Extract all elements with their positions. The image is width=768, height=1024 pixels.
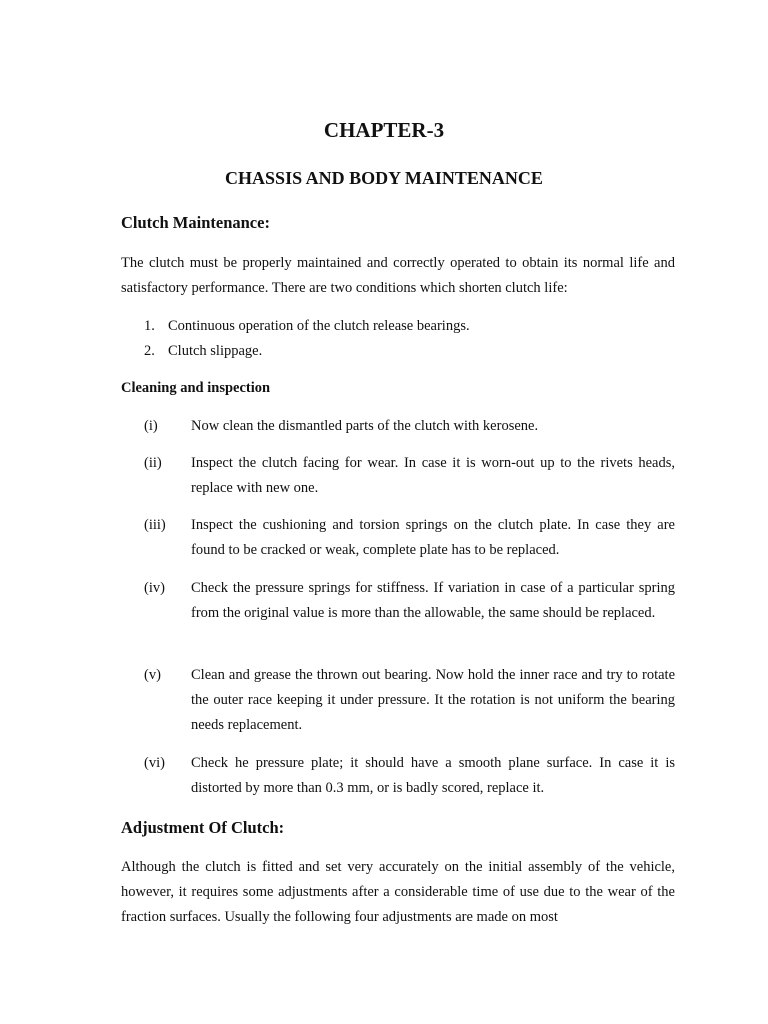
adjustment-paragraph: Although the clutch is fitted and set very accurately on the initial assembly of the vehicle, however, it requires some adjustments after a considerable time of use due to the wear of the fraction surfaces. Usually the following four adjustments are made on most [121, 859, 675, 925]
item-text: Check the pressure springs for stiffness. If variation in case of a particular spring from the original value is more than the allowable, the same should be replaced. [191, 580, 675, 621]
condition-item [144, 314, 470, 339]
item-marker: (i) [144, 418, 158, 434]
item-marker: (v) [144, 667, 161, 683]
condition-text: Clutch slippage. [168, 343, 263, 359]
item-marker: (iii) [144, 517, 166, 533]
condition-item [144, 339, 262, 364]
item-text: Clean and grease the thrown out bearing. Now hold the inner race and try to rotate the outer race keeping it under pressure. It the rotation is not uniform the bearing needs replacement. [191, 667, 675, 733]
adjustment-heading: Adjustment Of Clutch: [121, 818, 285, 837]
inspection-item [144, 451, 675, 501]
item-text: Now clean the dismantled parts of the clutch with kerosene. [191, 418, 539, 434]
chapter-title: CHAPTER-3 [323, 118, 445, 142]
item-marker: (vi) [144, 755, 165, 771]
chapter-subtitle: CHASSIS AND BODY MAINTENANCE [225, 168, 543, 188]
clutch-maintenance-intro: The clutch must be properly maintained and correctly operated to obtain its normal life and satisfactory performance. There are two conditions which shorten clutch life: [121, 255, 675, 296]
condition-number: 1. [144, 318, 155, 334]
inspection-item [144, 576, 675, 626]
item-text: Inspect the cushioning and torsion springs on the clutch plate. In case they are found to be cracked or weak, complete plate has to be replaced. [191, 517, 675, 558]
condition-text: Continuous operation of the clutch release bearings. [168, 318, 470, 334]
condition-number: 2. [144, 343, 155, 359]
cleaning-inspection-heading: Cleaning and inspection [121, 380, 271, 396]
item-text: Check he pressure plate; it should have a smooth plane surface. In case it is distorted by more than 0.3 mm, or is badly scored, replace it. [191, 755, 675, 796]
inspection-item [144, 751, 675, 801]
inspection-item [144, 663, 675, 738]
inspection-item [144, 414, 675, 439]
item-marker: (iv) [144, 580, 165, 596]
item-marker: (ii) [144, 455, 162, 471]
clutch-maintenance-heading: Clutch Maintenance: [121, 213, 270, 232]
inspection-item [144, 513, 675, 563]
item-text: Inspect the clutch facing for wear. In case it is worn-out up to the rivets heads, replace with new one. [191, 455, 675, 496]
